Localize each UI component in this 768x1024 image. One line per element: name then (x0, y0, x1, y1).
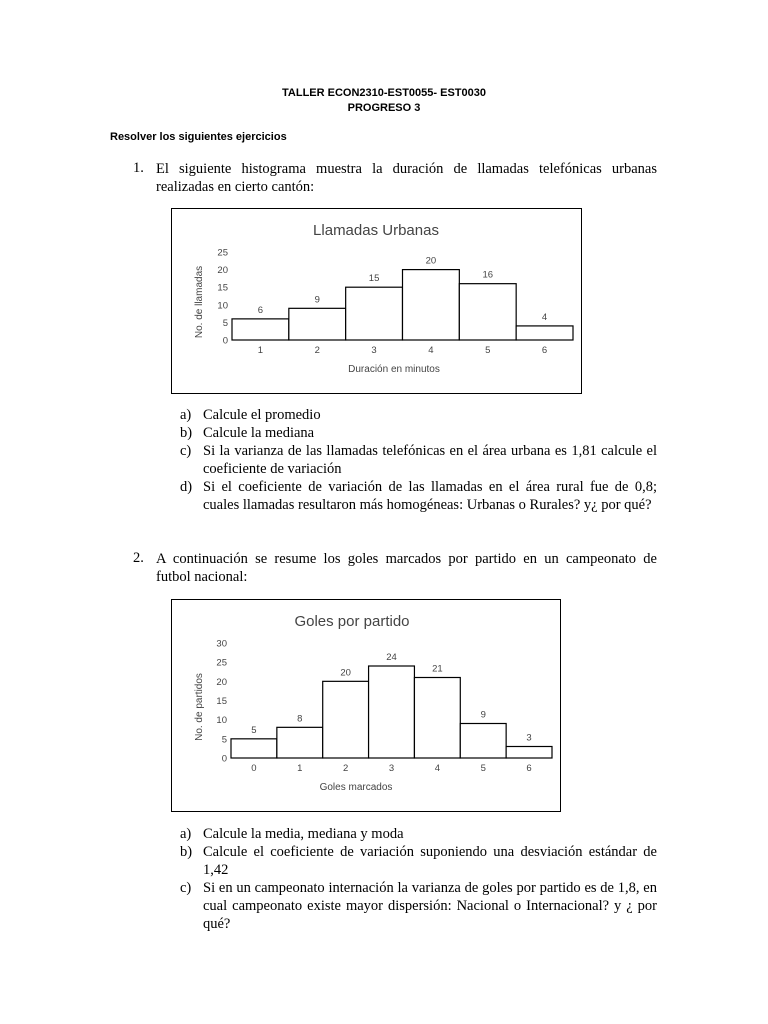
item-text: Si la varianza de las llamadas telefónicas en el área urbana es 1,81 calcule el coeficiente de variación (203, 443, 657, 477)
question-2-number: 2. (133, 550, 144, 566)
item-label: d) (180, 479, 193, 495)
y-tick-label: 10 (216, 715, 227, 727)
histogram-bar (459, 284, 516, 340)
item-text: Si en un campeonato internación la varianza de goles por partido es de 1,8, en cual campeonato existe mayor dispersión: Nacional o Internacional? y ¿ por qué? (203, 880, 657, 932)
item-label: a) (180, 826, 192, 842)
chart-2-svg (172, 600, 560, 811)
y-tick-label: 15 (216, 696, 227, 707)
bar-data-label: 6 (257, 304, 264, 316)
item-text: Calcule el promedio (203, 407, 321, 423)
chart-2-ylabel: No. de partidos (194, 673, 205, 741)
question-2-item-c (180, 879, 657, 933)
question-1-line-2: realizadas en cierto cantón: (156, 179, 315, 195)
x-tick-label: 1 (257, 345, 264, 356)
document-title: TALLER ECON2310-EST0055- EST0030 (282, 87, 486, 99)
question-1-number: 1. (133, 160, 144, 176)
question-1-line-1: El siguiente histograma muestra la duración de llamadas telefónicas urbanas (156, 161, 657, 177)
item-label: a) (180, 407, 192, 423)
histogram-bar (506, 747, 552, 759)
y-tick-label: 10 (217, 300, 228, 312)
x-tick-label: 4 (434, 763, 441, 774)
y-tick-label: 20 (217, 265, 228, 277)
histogram-bar (323, 681, 369, 758)
x-tick-label: 2 (314, 345, 320, 356)
histogram-bar (516, 326, 573, 340)
y-tick-label: 5 (222, 317, 228, 329)
instructions: Resolver los siguientes ejercicios (110, 131, 287, 143)
bar-data-label: 20 (340, 667, 351, 679)
question-1-item-a (180, 406, 657, 424)
chart-llamadas-urbanas (171, 208, 582, 394)
y-tick-label: 25 (217, 247, 228, 259)
item-text: Calcule la mediana (203, 425, 315, 441)
question-2-line-1: A continuación se resume los goles marcados por partido en un campeonato de (156, 551, 657, 567)
x-tick-label: 6 (526, 763, 532, 774)
x-tick-label: 2 (342, 763, 349, 774)
y-tick-label: 30 (216, 638, 227, 650)
y-tick-label: 25 (216, 657, 227, 669)
question-1-item-d (180, 478, 657, 514)
y-tick-label: 0 (222, 335, 228, 347)
document-subtitle: PROGRESO 3 (347, 102, 421, 114)
histogram-bar (460, 724, 506, 759)
chart-2-xlabel: Goles marcados (319, 782, 393, 793)
y-tick-label: 0 (221, 753, 227, 765)
item-label: c) (180, 880, 192, 896)
x-tick-label: 0 (251, 763, 257, 774)
x-tick-label: 1 (297, 763, 303, 774)
bar-data-label: 16 (482, 269, 494, 281)
question-1-item-c (180, 442, 657, 478)
histogram-bar (403, 270, 460, 340)
question-2-item-b (180, 843, 657, 879)
histogram-bar (231, 739, 277, 758)
bar-data-label: 15 (368, 273, 380, 285)
chart-2-title: Goles por partido (294, 613, 410, 630)
chart-1-title: Llamadas Urbanas (313, 222, 439, 239)
chart-goles-por-partido (171, 599, 561, 812)
histogram-bar (346, 287, 403, 340)
x-tick-label: 5 (485, 345, 491, 356)
chart-1-xlabel: Duración en minutos (348, 364, 440, 375)
x-tick-label: 3 (388, 763, 395, 774)
bar-data-label: 5 (251, 724, 257, 736)
question-2-item-a (180, 825, 657, 843)
histogram-bar (232, 319, 289, 340)
y-tick-label: 20 (216, 676, 227, 688)
chart-1-ylabel: No. de llamadas (194, 265, 205, 339)
histogram-bar (414, 678, 460, 759)
item-label: b) (180, 844, 193, 860)
y-tick-label: 15 (217, 282, 228, 294)
bar-data-label: 21 (432, 663, 443, 675)
bar-data-label: 3 (526, 732, 532, 744)
bar-data-label: 24 (386, 652, 397, 663)
histogram-bar (289, 308, 346, 340)
question-2-line-2: futbol nacional: (156, 569, 248, 585)
bar-data-label: 4 (541, 311, 548, 323)
bar-data-label: 9 (314, 294, 320, 306)
question-2-text (156, 550, 657, 586)
x-tick-label: 4 (428, 345, 434, 356)
question-1-text (156, 160, 657, 196)
x-tick-label: 6 (541, 345, 548, 356)
item-text: Calcule el coeficiente de variación suponiendo una desviación estándar de 1,42 (203, 844, 657, 878)
question-2-items (180, 825, 657, 933)
item-label: c) (180, 443, 192, 459)
item-label: b) (180, 425, 193, 441)
x-tick-label: 3 (371, 345, 377, 356)
bar-data-label: 9 (480, 709, 486, 721)
bar-data-label: 8 (297, 713, 303, 725)
question-1-item-b (180, 424, 657, 442)
item-text: Calcule la media, mediana y moda (203, 826, 404, 842)
question-1-items (180, 406, 657, 514)
histogram-bar (277, 727, 323, 758)
x-tick-label: 5 (480, 763, 486, 774)
bar-data-label: 20 (425, 255, 437, 267)
y-tick-label: 5 (221, 734, 227, 746)
item-text: Si el coeficiente de variación de las llamadas en el área rural fue de 0,8; cuales llamadas resultaron más homogéneas: Urbanas o Rurales? y¿ por qué? (203, 479, 657, 513)
histogram-bar (369, 666, 415, 758)
chart-1-svg (172, 209, 581, 393)
